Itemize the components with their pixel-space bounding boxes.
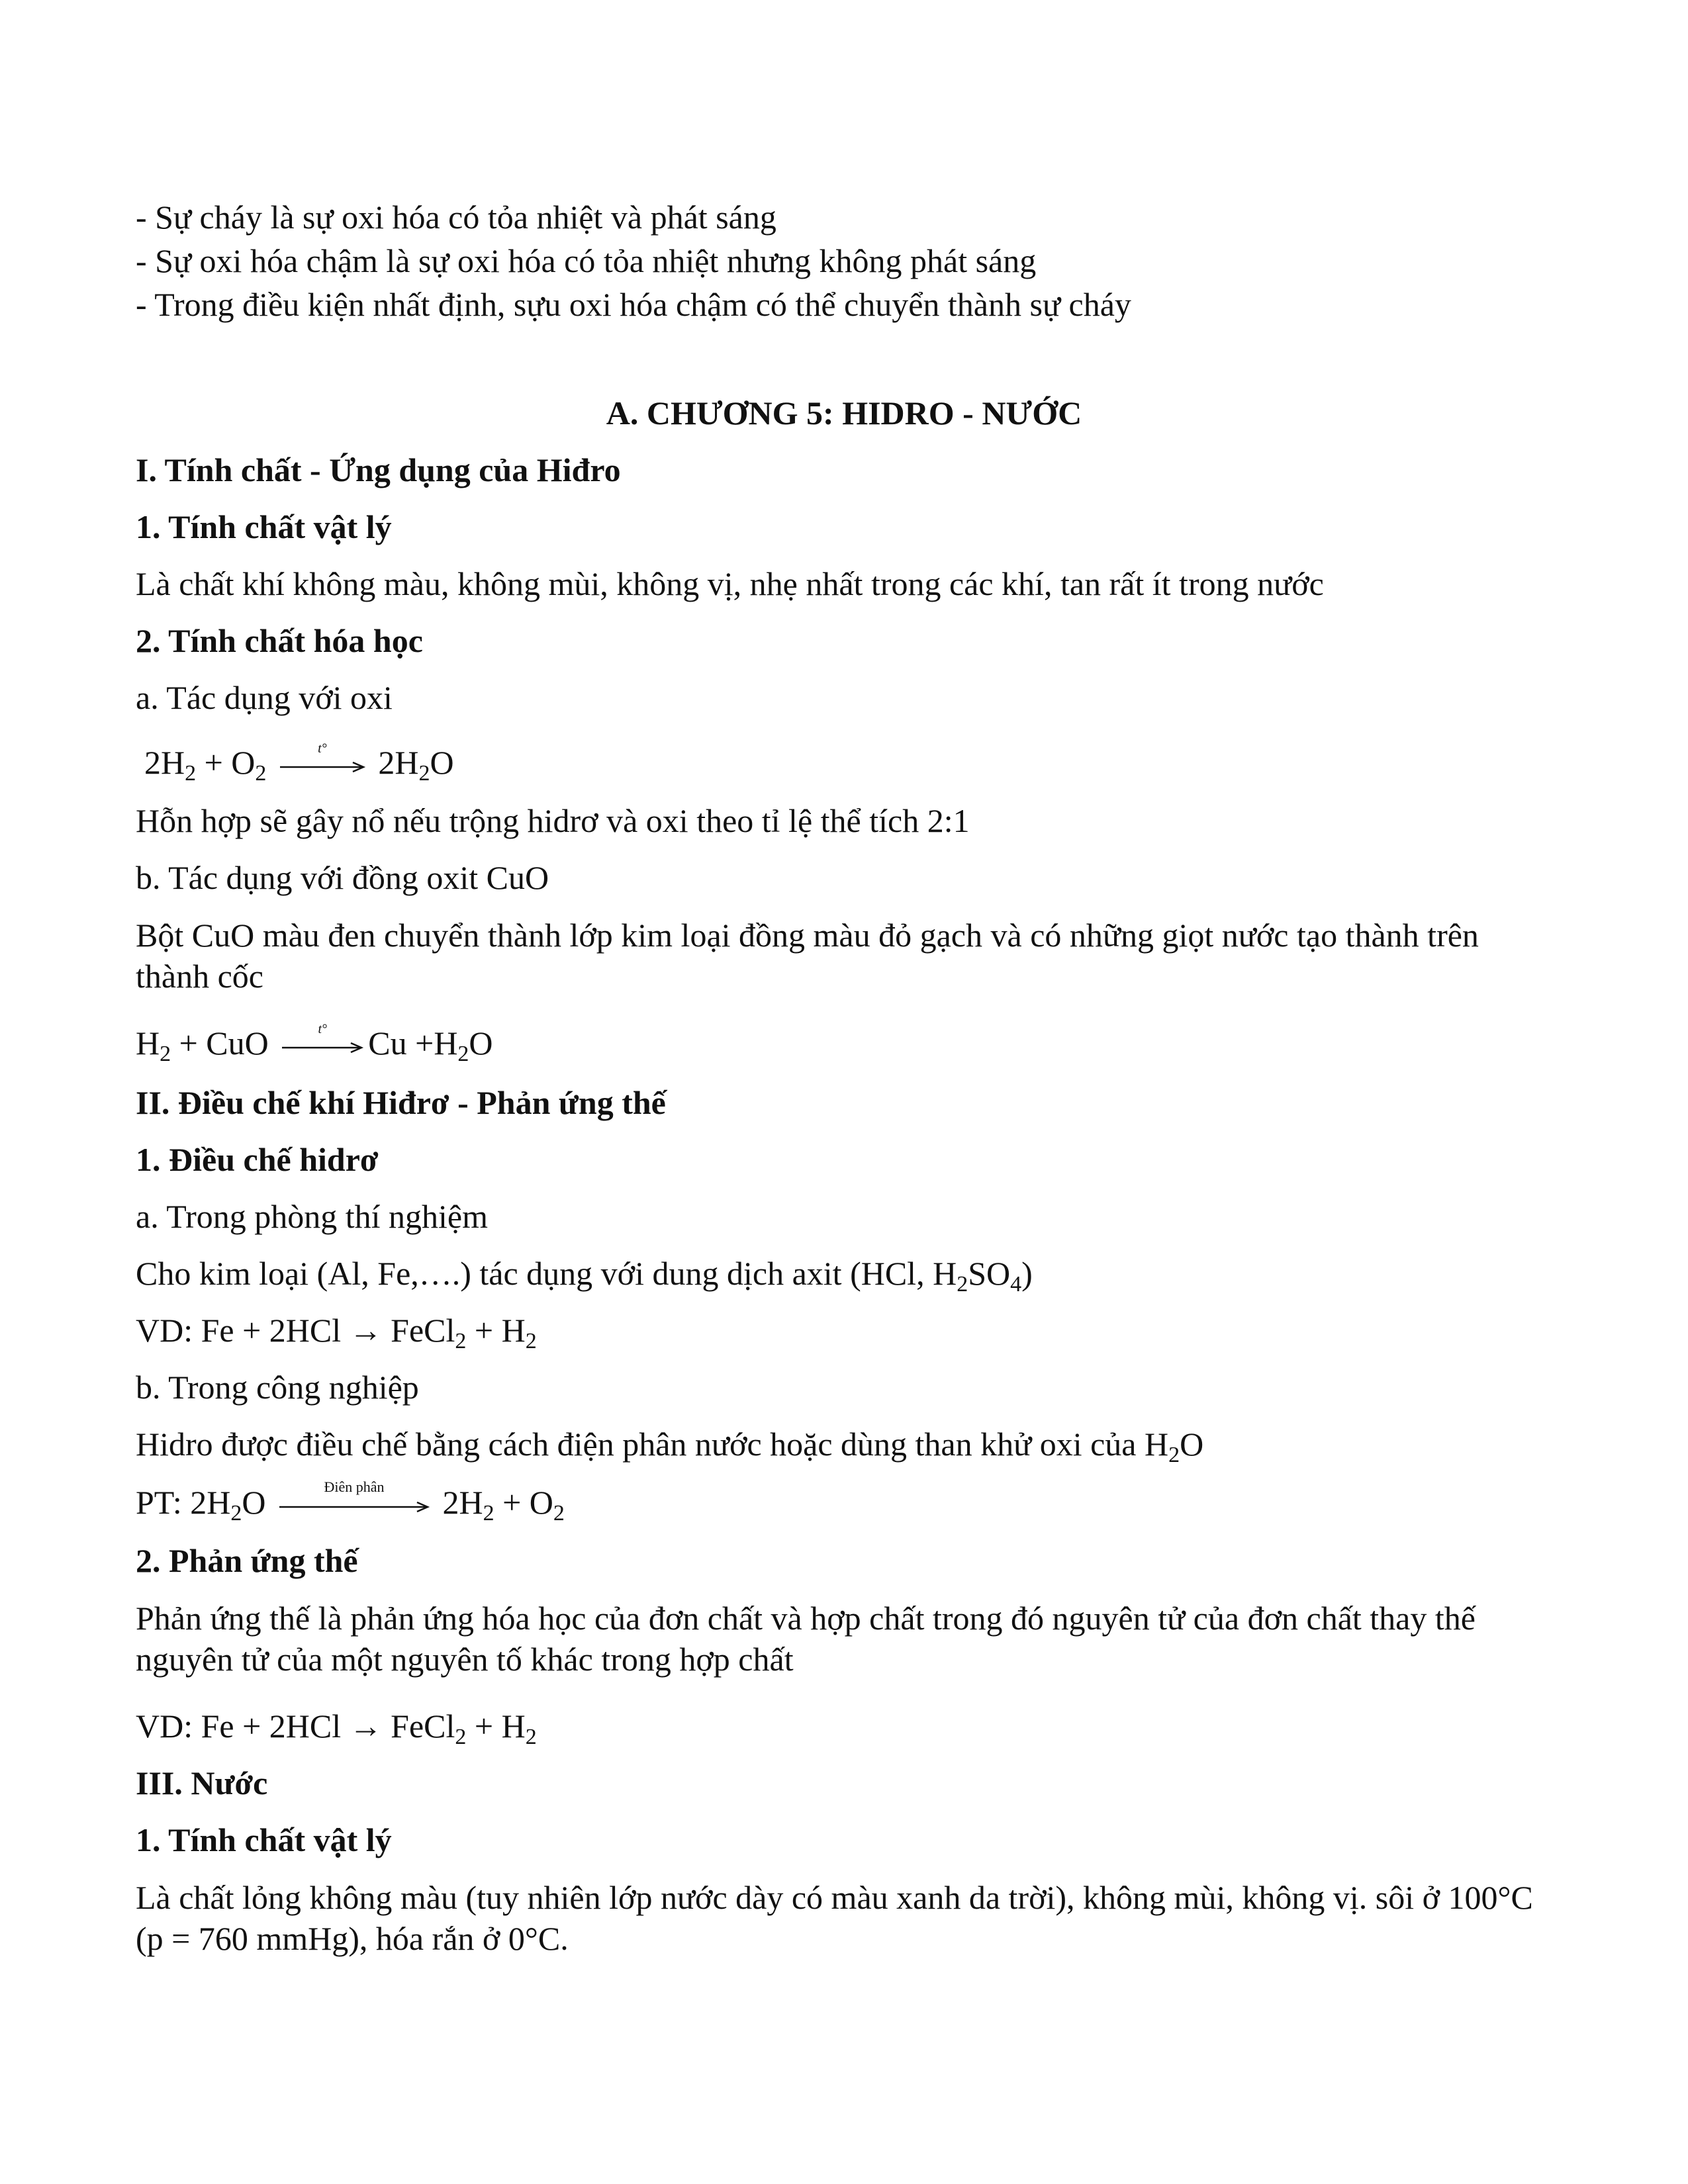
substitution-heading: 2. Phản ứng thế xyxy=(136,1542,358,1579)
water-physical-heading: 1. Tính chất vật lý xyxy=(136,1821,392,1858)
hydrogen-prep-heading: 1. Điều chế hidrơ xyxy=(136,1141,379,1178)
section-1-heading: I. Tính chất - Ứng dụng của Hiđro xyxy=(136,451,621,488)
physical-properties-heading: 1. Tính chất vật lý xyxy=(136,508,392,545)
section-2-heading: II. Điều chế khí Hiđrơ - Phản ứng thế xyxy=(136,1084,666,1121)
intro-line-1: - Sự cháy là sự oxi hóa có tỏa nhiệt và phát sáng xyxy=(136,199,776,236)
arrow-condition: Điên phân xyxy=(324,1479,385,1495)
lab-prep-text: Cho kim loại (Al, Fe,….) tác dụng với dung dịch axit (HCl, $H_2SO_4$) xyxy=(136,1255,1033,1297)
chemical-properties-heading: 2. Tính chất hóa học xyxy=(136,622,423,659)
intro-line-3: - Trong điều kiện nhất định, sựu oxi hóa chậm có thể chuyển thành sự cháy xyxy=(136,286,1131,323)
reaction-arrow xyxy=(281,1022,364,1054)
industry-prep-text: Hidro được điều chế bằng cách điện phân nước hoặc dùng than khử oxi của $H_2O$ xyxy=(136,1426,1204,1467)
example-equation-2: VD: Fe + 2HCl → FeCl$_2$ + $H_2$ xyxy=(136,1707,537,1749)
cuo-reaction-text: Bột CuO màu đen chuyển thành lớp kim loại đồng màu đỏ gạch và có những giọt nước tạo thành trên thành cốc xyxy=(136,917,1479,995)
arrow-condition: t° xyxy=(318,1022,328,1036)
physical-properties-text: Là chất khí không màu, không mùi, không vị, nhẹ nhất trong các khí, tan rất ít trong nước xyxy=(136,565,1324,602)
industry-prep-label: b. Trong công nghiệp xyxy=(136,1369,419,1406)
lab-prep-label: a. Trong phòng thí nghiệm xyxy=(136,1198,488,1235)
arrow-condition: t° xyxy=(318,741,327,756)
equation-electrolysis: PT: $2H_2O$ Điên phân $2H_2 + O_2$ xyxy=(136,1479,565,1525)
oxygen-reaction-label: a. Tác dụng với oxi xyxy=(136,679,393,716)
reaction-arrow xyxy=(278,1479,430,1514)
substitution-text: Phản ứng thế là phản ứng hóa học của đơn chất và hợp chất trong đó nguyên tử của đơn chất thay thế nguyên tử của một nguyên tố khác trong hợp chất xyxy=(136,1600,1476,1678)
example-equation-1: VD: Fe + 2HCl → FeCl$_2$ + $H_2$ xyxy=(136,1312,537,1353)
chapter-title: A. CHƯƠNG 5: HIDRO - NƯỚC xyxy=(606,394,1082,432)
water-physical-text: Là chất lỏng không màu (tuy nhiên lớp nước dày có màu xanh da trời), không mùi, không vị. sôi ở 100°C (p = 760 mmHg), hóa rắn ở 0°C. xyxy=(136,1879,1533,1957)
intro-line-2: - Sự oxi hóa chậm là sự oxi hóa có tỏa nhiệt nhưng không phát sáng xyxy=(136,242,1037,279)
equation-hydrogen-cuo: $H_2$ + CuO t° $Cu +H_2O$ xyxy=(136,1022,493,1066)
reaction-arrow xyxy=(279,741,366,774)
section-3-heading: III. Nước xyxy=(136,1764,268,1801)
cuo-reaction-label: b. Tác dụng với đồng oxit CuO xyxy=(136,859,549,896)
explosion-note: Hỗn hợp sẽ gây nổ nếu trộng hidrơ và oxi theo tỉ lệ thể tích 2:1 xyxy=(136,802,970,839)
equation-hydrogen-oxygen: $2H_2 + O_2$ t° $2H_2O$ xyxy=(144,741,454,786)
